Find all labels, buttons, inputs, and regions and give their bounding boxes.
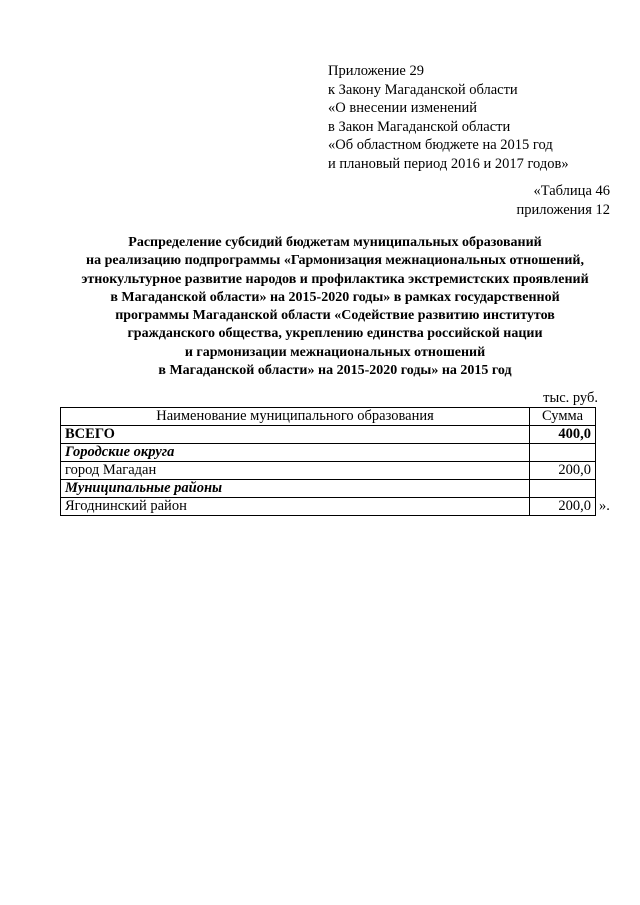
appendix-line: в Закон Магаданской области: [328, 118, 511, 135]
subsidy-table: [60, 407, 596, 516]
document-title: [40, 234, 630, 380]
cell-sum: [530, 444, 596, 462]
table-reference: [517, 182, 610, 219]
title-line: этнокультурное развитие народов и профилактика экстремистских проявлений: [81, 271, 589, 287]
appendix-line: «Об областном бюджете на 2015 год: [328, 137, 553, 154]
table-row: [61, 498, 596, 516]
appendix-line: «О внесении изменений: [328, 100, 478, 117]
cell-sum: [530, 480, 596, 498]
cell-sum: 200,0: [530, 498, 596, 516]
cell-name: Городские округа: [61, 444, 530, 462]
cell-name: город Магадан: [61, 462, 530, 480]
table-reference-line: приложения 12: [516, 201, 610, 218]
appendix-reference: [328, 62, 569, 174]
table-row: [61, 462, 596, 480]
appendix-line: Приложение 29: [328, 63, 424, 79]
appendix-line: и плановый период 2016 и 2017 годов»: [328, 155, 569, 172]
table-header-row: [61, 408, 596, 426]
title-line: Распределение субсидий бюджетам муниципальных образований: [128, 235, 542, 250]
header-name: Наименование муниципального образования: [61, 408, 530, 426]
title-line: программы Магаданской области «Содействие развитию институтов: [115, 308, 555, 324]
cell-name: ВСЕГО: [61, 426, 530, 444]
table-row-section: [61, 444, 596, 462]
title-line: и гармонизации межнациональных отношений: [184, 344, 486, 360]
title-line: гражданского общества, укреплению единства российской нации: [127, 326, 543, 342]
table-row-total: [61, 426, 596, 444]
title-line: в Магаданской области» на 2015-2020 годы» на 2015 год: [158, 363, 512, 379]
title-line: в Магаданской области» на 2015-2020 годы» в рамках государственной: [110, 289, 560, 305]
cell-name: Муниципальные районы: [61, 480, 530, 498]
cell-sum: 200,0: [530, 462, 596, 480]
table-row-section: [61, 480, 596, 498]
cell-name: Ягоднинский район: [61, 498, 530, 516]
units-label: тыс. руб.: [543, 390, 598, 406]
cell-sum: 400,0: [530, 426, 596, 444]
appendix-line: к Закону Магаданской области: [328, 81, 518, 98]
closing-quote-mark: ».: [599, 498, 610, 514]
table-reference-line: «Таблица 46: [533, 183, 610, 199]
title-line: на реализацию подпрограммы «Гармонизация межнациональных отношений,: [86, 253, 584, 269]
header-sum: Сумма: [530, 408, 596, 426]
